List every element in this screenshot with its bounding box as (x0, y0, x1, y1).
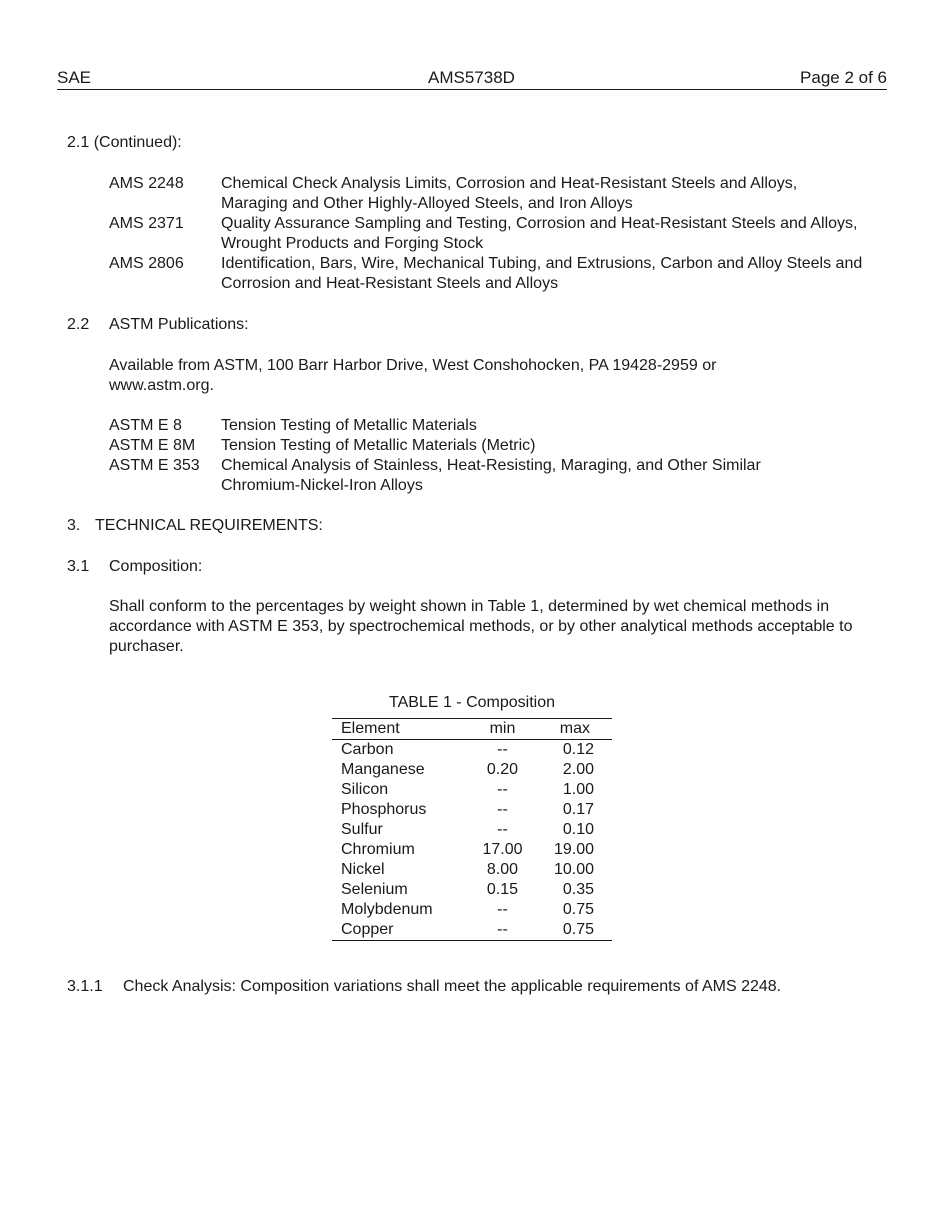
section-3-1-1-number: 3.1.1 (67, 978, 103, 995)
section-3-number: 3. (67, 517, 81, 534)
reference-code: AMS 2371 (109, 215, 184, 232)
section-3-1-title: Composition: (109, 558, 203, 575)
reference-description: Identification, Bars, Wire, Mechanical Tubing, and Extrusions, Carbon and Alloy Steels and Corrosion and Heat-Resistant Steels and Alloys (221, 255, 863, 292)
min-cell: -- (497, 801, 508, 818)
min-cell: -- (497, 901, 508, 918)
section-2-2-title: ASTM Publications: (109, 316, 249, 333)
reference-code: AMS 2248 (109, 175, 184, 192)
column-header-max: max (538, 719, 612, 740)
reference-code: AMS 2806 (109, 255, 184, 272)
min-cell: -- (497, 781, 508, 798)
check-analysis-text: Check Analysis: Composition variations shall meet the applicable requirements of AMS 2248. (123, 978, 782, 995)
table-row (332, 780, 612, 800)
max-cell: 0.12 (562, 741, 594, 758)
reference-description: Quality Assurance Sampling and Testing, Corrosion and Heat-Resistant Steels and Alloys, Wrought Products and Forging Stock (221, 215, 858, 252)
element-cell: Chromium (341, 841, 415, 858)
max-cell: 0.75 (562, 901, 594, 918)
reference-code: ASTM E 353 (109, 457, 200, 474)
element-cell: Selenium (341, 881, 408, 898)
min-cell: 0.20 (486, 761, 519, 778)
min-cell: 17.00 (482, 841, 523, 858)
element-cell: Sulfur (341, 821, 383, 838)
table-row (332, 920, 612, 941)
section-2-1-heading: 2.1 (Continued): (67, 134, 182, 151)
reference-description: Chemical Analysis of Stainless, Heat-Resisting, Maraging, and Other Similar Chromium-Nickel-Iron Alloys (221, 457, 761, 494)
table-row (332, 900, 612, 920)
element-cell: Manganese (341, 761, 425, 778)
reference-description: Chemical Check Analysis Limits, Corrosion and Heat-Resistant Steels and Alloys, Maraging and Other Highly-Alloyed Steels, and Iron Alloys (221, 175, 798, 212)
element-cell: Silicon (341, 781, 389, 798)
table-row (332, 820, 612, 840)
element-cell: Phosphorus (341, 801, 427, 818)
max-cell: 2.00 (562, 761, 594, 778)
min-cell: -- (467, 920, 538, 941)
reference-code: ASTM E 8M (109, 437, 196, 454)
max-cell: 1.00 (562, 781, 594, 798)
astm-availability: Available from ASTM, 100 Barr Harbor Drive, West Conshohocken, PA 19428-2959 or www.astm.org. (109, 357, 717, 394)
min-cell: 8.00 (486, 861, 519, 878)
composition-body: Shall conform to the percentages by weight shown in Table 1, determined by wet chemical methods in accordance with ASTM E 353, by spectrochemical methods, or by other analytical methods acceptable to purchaser. (109, 598, 853, 655)
table-row (332, 860, 612, 880)
max-cell: 0.35 (562, 881, 594, 898)
page-header (57, 68, 887, 90)
min-cell: -- (497, 741, 508, 758)
reference-code: ASTM E 8 (109, 417, 182, 434)
element-cell: Molybdenum (341, 901, 433, 918)
column-header-element: Element (332, 719, 467, 740)
element-cell: Copper (332, 920, 467, 941)
header-page-number: Page 2 of 6 (800, 68, 887, 87)
table-caption: TABLE 1 - Composition (389, 694, 555, 711)
table-row (332, 800, 612, 820)
max-cell: 19.00 (553, 841, 594, 858)
max-cell: 0.75 (538, 920, 612, 941)
max-cell: 10.00 (553, 861, 594, 878)
reference-description: Tension Testing of Metallic Materials (221, 417, 477, 434)
table-row (332, 740, 612, 761)
element-cell: Nickel (341, 861, 385, 878)
header-org: SAE (57, 68, 92, 87)
section-3-title: TECHNICAL REQUIREMENTS: (95, 517, 323, 534)
table-row (332, 880, 612, 900)
max-cell: 0.10 (562, 821, 594, 838)
header-spec-number: AMS5738D (428, 68, 515, 87)
table-row (332, 760, 612, 780)
reference-description: Tension Testing of Metallic Materials (Metric) (221, 437, 536, 454)
table-row (332, 840, 612, 860)
min-cell: -- (497, 821, 508, 838)
element-cell: Carbon (341, 741, 394, 758)
min-cell: 0.15 (486, 881, 519, 898)
max-cell: 0.17 (562, 801, 594, 818)
section-2-2-number: 2.2 (67, 316, 90, 333)
composition-table (332, 718, 612, 941)
table-header-row (332, 719, 612, 740)
section-3-1-number: 3.1 (67, 558, 90, 575)
column-header-min: min (467, 719, 538, 740)
